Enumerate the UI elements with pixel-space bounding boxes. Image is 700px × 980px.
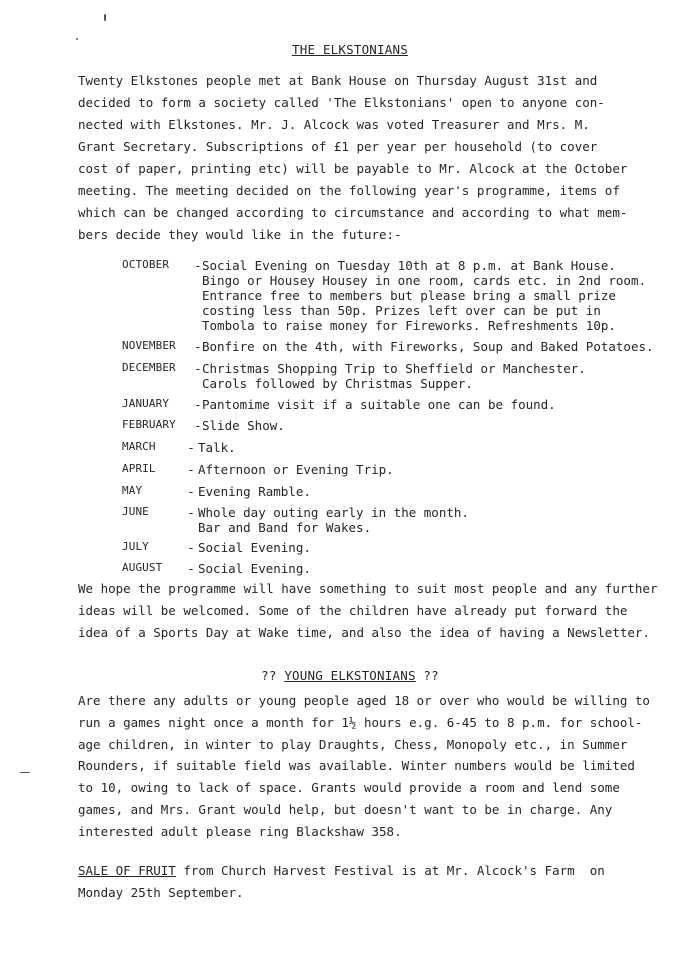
intro-line: meeting. The meeting decided on the following year's programme, items of bbox=[78, 183, 620, 198]
programme-month: AUGUST bbox=[122, 561, 163, 574]
programme-description-line: Bar and Band for Wakes. bbox=[198, 520, 372, 535]
intro-paragraph bbox=[78, 70, 663, 246]
programme-description bbox=[202, 397, 556, 412]
programme-item-march bbox=[122, 440, 236, 455]
closing-line: idea of a Sports Day at Wake time, and also the idea of having a Newsletter. bbox=[78, 625, 650, 640]
programme-month: APRIL bbox=[122, 462, 156, 475]
young-line: to 10, owing to lack of space. Grants would provide a room and lend some bbox=[78, 780, 620, 796]
programme-dash: - bbox=[187, 462, 195, 477]
programme-dash: - bbox=[187, 540, 195, 555]
programme-description-line: Evening Ramble. bbox=[198, 484, 311, 499]
programme-month: NOVEMBER bbox=[122, 339, 176, 352]
sale-line: Monday 25th September. bbox=[78, 885, 244, 900]
programme-description-line: Social Evening on Tuesday 10th at 8 p.m. at Bank House. bbox=[202, 258, 616, 273]
programme-description-line: Slide Show. bbox=[202, 418, 285, 433]
programme-description-line: Whole day outing early in the month. bbox=[198, 505, 469, 520]
programme-month: FEBRUARY bbox=[122, 418, 176, 431]
programme-dash: - bbox=[187, 505, 195, 520]
programme-dash: - bbox=[187, 440, 195, 455]
intro-line: Twenty Elkstones people met at Bank House on Thursday August 31st and bbox=[78, 73, 598, 88]
programme-item-april bbox=[122, 462, 394, 477]
sale-line bbox=[78, 860, 663, 882]
young-elkstonians-heading bbox=[0, 668, 700, 683]
programme-item-november bbox=[122, 339, 654, 354]
intro-line: nected with Elkstones. Mr. J. Alcock was voted Treasurer and Mrs. M. bbox=[78, 117, 590, 132]
programme-month: DECEMBER bbox=[122, 361, 176, 374]
programme-description-line: Entrance free to members but please bring a small prize bbox=[202, 288, 616, 303]
programme-item-june bbox=[122, 505, 469, 535]
programme-month: JANUARY bbox=[122, 397, 170, 410]
sale-heading: SALE OF FRUIT bbox=[78, 863, 176, 878]
young-line: Are there any adults or young people aged 18 or over who would be willing to bbox=[78, 693, 650, 708]
sale-of-fruit-paragraph bbox=[78, 860, 663, 904]
heading-prefix: ?? bbox=[261, 668, 277, 683]
programme-description bbox=[198, 561, 311, 576]
programme-dash: - bbox=[194, 397, 202, 412]
heading-text: YOUNG ELKSTONIANS bbox=[284, 668, 416, 683]
programme-description-line: Talk. bbox=[198, 440, 236, 455]
programme-description bbox=[198, 462, 394, 477]
paper-speck bbox=[76, 38, 78, 40]
programme-description bbox=[198, 540, 311, 555]
programme-description bbox=[198, 484, 311, 499]
programme-description bbox=[198, 505, 469, 535]
heading-suffix: ?? bbox=[423, 668, 439, 683]
programme-month: MAY bbox=[122, 484, 143, 497]
young-line: games, and Mrs. Grant would help, but doesn't want to be in charge. Any bbox=[78, 801, 613, 817]
programme-description-line: Bonfire on the 4th, with Fireworks, Soup and Baked Potatoes. bbox=[202, 339, 654, 354]
young-elkstonians-paragraph bbox=[78, 690, 663, 843]
programme-month: MARCH bbox=[122, 440, 156, 453]
programme-item-july bbox=[122, 540, 311, 555]
programme-description-line: Social Evening. bbox=[198, 540, 311, 555]
programme-month: JULY bbox=[122, 540, 149, 553]
programme-dash: - bbox=[194, 339, 202, 354]
programme-item-october bbox=[122, 258, 646, 333]
programme-description bbox=[202, 361, 586, 391]
young-line: Rounders, if suitable field was available. Winter numbers would be limited bbox=[78, 758, 635, 774]
programme-month: JUNE bbox=[122, 505, 149, 518]
programme-description-line: Afternoon or Evening Trip. bbox=[198, 462, 394, 477]
programme-description-line: Bingo or Housey Housey in one room, cards etc. in 2nd room. bbox=[202, 273, 647, 288]
closing-line: We hope the programme will have something to suit most people and any further bbox=[78, 581, 658, 596]
young-line: interested adult please ring Blackshaw 358. bbox=[78, 823, 402, 839]
intro-line: Grant Secretary. Subscriptions of £1 per year per household (to cover bbox=[78, 139, 598, 154]
programme-description-line: Pantomime visit if a suitable one can be found. bbox=[202, 397, 556, 412]
programme-item-february bbox=[122, 418, 285, 433]
programme-dash: - bbox=[194, 418, 202, 433]
sale-text: from Church Harvest Festival is at Mr. Alcock's Farm on bbox=[175, 863, 605, 878]
programme-description bbox=[202, 258, 646, 333]
closing-paragraph bbox=[78, 578, 663, 644]
programme-description-line: Carols followed by Christmas Supper. bbox=[202, 376, 473, 391]
programme-description bbox=[202, 339, 654, 354]
intro-line: decided to form a society called 'The Elkstonians' open to anyone con- bbox=[78, 95, 605, 110]
programme-description bbox=[202, 418, 285, 433]
young-line: age children, in winter to play Draughts, Chess, Monopoly etc., in Summer bbox=[78, 736, 628, 752]
programme-item-january bbox=[122, 397, 556, 412]
programme-item-may bbox=[122, 484, 311, 499]
programme-dash: - bbox=[187, 484, 195, 499]
young-line: run a games night once a month for 1½ hours e.g. 6-45 to 8 p.m. for school- bbox=[78, 714, 643, 730]
programme-dash: - bbox=[187, 561, 195, 576]
programme-description bbox=[198, 440, 236, 455]
programme-month: OCTOBER bbox=[122, 258, 170, 271]
paper-speck bbox=[104, 14, 106, 21]
programme-item-december bbox=[122, 361, 586, 391]
closing-line: ideas will be welcomed. Some of the children have already put forward the bbox=[78, 603, 628, 618]
programme-description-line: costing less than 50p. Prizes left over can be put in bbox=[202, 303, 601, 318]
programme-item-august bbox=[122, 561, 311, 576]
programme-dash: - bbox=[194, 361, 202, 376]
document-title: THE ELKSTONIANS bbox=[292, 42, 408, 57]
programme-description-line: Christmas Shopping Trip to Sheffield or Manchester. bbox=[202, 361, 586, 376]
intro-line: cost of paper, printing etc) will be payable to Mr. Alcock at the October bbox=[78, 161, 628, 176]
programme-dash: - bbox=[194, 258, 202, 273]
programme-description-line: Tombola to raise money for Fireworks. Refreshments 10p. bbox=[202, 318, 616, 333]
programme-description-line: Social Evening. bbox=[198, 561, 311, 576]
paper-speck bbox=[20, 772, 30, 773]
intro-line: bers decide they would like in the future:- bbox=[78, 227, 402, 242]
intro-line: which can be changed according to circumstance and according to what mem- bbox=[78, 205, 628, 220]
